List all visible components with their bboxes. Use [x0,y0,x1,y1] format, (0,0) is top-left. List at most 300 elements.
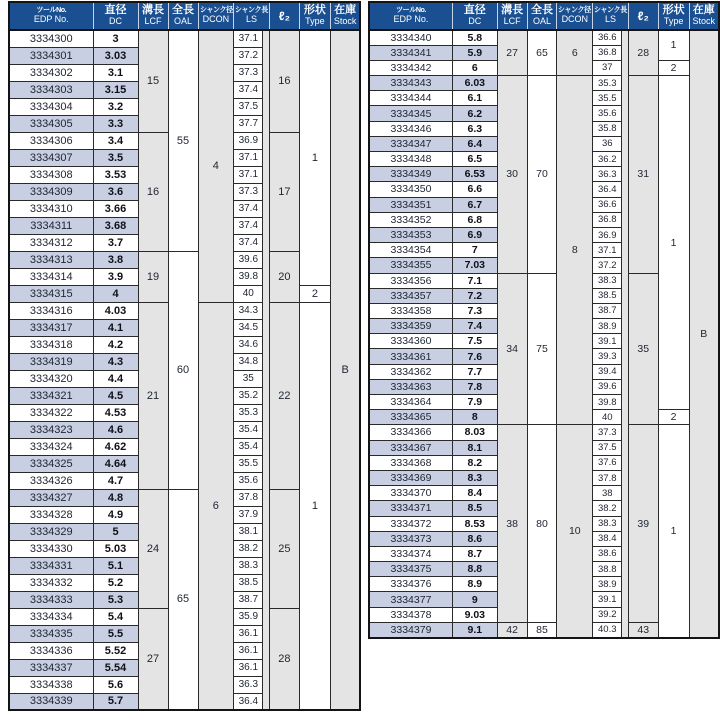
dc-cell: 8.8 [452,562,497,577]
edp-cell: 3334351 [369,197,452,212]
col-header-label-en: DCON [202,13,230,24]
ls-gap [263,693,270,710]
ls-gap [263,625,270,642]
ls-cell: 35.2 [234,387,263,404]
edp-cell: 3334379 [369,622,452,637]
dc-cell: 5.7 [93,693,138,710]
ls-gap [622,152,629,167]
dc-cell: 4.2 [93,336,138,353]
col-header-label-en: Stock [333,15,357,26]
dc-cell: 4.03 [93,302,138,319]
edp-cell: 3334302 [9,64,93,81]
col-header-label-en: LS [246,13,258,24]
ls-gap [622,440,629,455]
ls-gap [622,319,629,334]
dc-cell: 8.3 [452,470,497,485]
ls-gap [622,167,629,182]
edp-cell: 3334300 [9,30,93,47]
col-header-ls [593,2,629,30]
edp-cell: 3334326 [9,472,93,489]
dc-cell: 5.2 [93,574,138,591]
ls-gap [622,288,629,303]
dc-cell: 8.1 [452,440,497,455]
ls-cell: 35.3 [593,76,622,91]
col-header-dc [452,2,497,30]
ls-gap [622,258,629,273]
ls-gap [263,217,270,234]
ls-cell: 38.3 [234,557,263,574]
ls-gap [622,60,629,75]
ls-cell: 36.6 [593,197,622,212]
lcf-cell: 38 [497,425,527,622]
lcf-cell: 27 [497,30,527,76]
ls-cell: 37.7 [234,115,263,132]
ls-cell: 35.4 [234,421,263,438]
oal-cell: 80 [527,425,557,622]
ls-gap [263,404,270,421]
ls-gap [263,659,270,676]
ls-cell: 35.5 [234,455,263,472]
edp-cell: 3334346 [369,121,452,136]
dc-cell: 6 [452,60,497,75]
dc-cell: 5.4 [93,608,138,625]
ls-cell: 37.8 [234,489,263,506]
edp-cell: 3334355 [369,258,452,273]
ls-gap [263,523,270,540]
dc-cell: 4.6 [93,421,138,438]
ls-gap [263,115,270,132]
dc-cell: 5.1 [93,557,138,574]
dc-cell: 3.6 [93,183,138,200]
ls-gap [263,353,270,370]
ls-cell: 36.9 [234,132,263,149]
dc-cell: 6.8 [452,212,497,227]
ls-gap [263,421,270,438]
type-cell: 1 [299,302,330,710]
edp-cell: 3334371 [369,501,452,516]
dc-cell: 5.8 [452,30,497,45]
ls-gap [263,319,270,336]
ls-cell: 36.3 [234,676,263,693]
ls-gap [622,136,629,151]
edp-cell: 3334336 [9,642,93,659]
dc-cell: 8.6 [452,531,497,546]
ls-cell: 36.1 [234,642,263,659]
edp-cell: 3334343 [369,76,452,91]
ls-gap [622,364,629,379]
col-header-oal [527,2,557,30]
col-header-label-jp: シャンク径 [558,5,592,15]
l2-cell: 31 [628,76,658,273]
ls-cell: 37 [593,60,622,75]
ls-cell: 40 [593,410,622,425]
ls-cell: 39.8 [593,395,622,410]
ls-cell: 37.2 [593,258,622,273]
edp-cell: 3334313 [9,251,93,268]
edp-cell: 3334350 [369,182,452,197]
dcon-cell: 8 [557,76,593,425]
ls-cell: 36.1 [234,659,263,676]
col-header-stock [330,2,360,30]
dc-cell: 3 [93,30,138,47]
ls-gap [622,501,629,516]
ls-gap [622,182,629,197]
dc-cell: 4.64 [93,455,138,472]
ls-cell: 37.4 [234,200,263,217]
lcf-cell: 30 [497,76,527,273]
dcon-cell: 10 [557,425,593,638]
edp-cell: 3334365 [369,410,452,425]
dc-cell: 8.2 [452,455,497,470]
ls-cell: 37.2 [234,47,263,64]
ls-cell: 38.4 [593,531,622,546]
edp-cell: 3334317 [9,319,93,336]
ls-gap [622,455,629,470]
oal-cell: 60 [168,251,198,489]
edp-cell: 3334340 [369,30,452,45]
edp-cell: 3334315 [9,285,93,302]
type-cell: 1 [299,30,330,285]
ls-cell: 36.8 [593,212,622,227]
type-cell: 1 [658,30,689,60]
ls-cell: 36 [593,136,622,151]
ls-cell: 39.1 [593,334,622,349]
dc-cell: 4.62 [93,438,138,455]
lcf-cell: 19 [138,251,168,302]
edp-cell: 3334353 [369,227,452,242]
ls-gap [263,81,270,98]
ls-cell: 37.4 [234,217,263,234]
ls-gap [263,540,270,557]
edp-cell: 3334318 [9,336,93,353]
oal-cell: 55 [168,30,198,251]
l2-cell: 28 [269,608,299,710]
ls-gap [622,470,629,485]
edp-cell: 3334330 [9,540,93,557]
ls-cell: 39.4 [593,364,622,379]
col-header-label-jp: シャンク長 [594,5,628,15]
ls-gap [622,45,629,60]
ls-gap [622,227,629,242]
ls-gap [263,370,270,387]
dc-cell: 7.03 [452,258,497,273]
edp-cell: 3334321 [9,387,93,404]
edp-cell: 3334304 [9,98,93,115]
edp-cell: 3334374 [369,546,452,561]
col-header-label-en: DC [468,15,482,26]
type-cell: 1 [658,76,689,410]
col-header-label-en: Type [663,15,684,26]
edp-cell: 3334376 [369,577,452,592]
col-header-dcon [557,2,593,30]
dc-cell: 3.4 [93,132,138,149]
l2-cell: 25 [269,489,299,608]
ls-gap [622,577,629,592]
edp-cell: 3334362 [369,364,452,379]
ls-cell: 36.2 [593,152,622,167]
edp-cell: 3334361 [369,349,452,364]
dc-cell: 6.7 [452,197,497,212]
ls-cell: 36.3 [593,167,622,182]
ls-gap [263,98,270,115]
edp-cell: 3334359 [369,319,452,334]
ls-gap [263,200,270,217]
ls-cell: 38.9 [593,319,622,334]
col-header-label-en: EDP No. [393,13,429,24]
header-row [369,2,719,30]
edp-cell: 3334310 [9,200,93,217]
edp-cell: 3334334 [9,608,93,625]
ls-cell: 37.3 [234,64,263,81]
edp-cell: 3334367 [369,440,452,455]
ls-cell: 34.3 [234,302,263,319]
dc-cell: 5.6 [93,676,138,693]
ls-gap [622,531,629,546]
ls-cell: 36.8 [593,45,622,60]
edp-cell: 3334356 [369,273,452,288]
edp-cell: 3334344 [369,91,452,106]
l2-cell: 22 [269,302,299,489]
col-header-l2 [269,2,299,30]
ls-cell: 37.3 [593,425,622,440]
dc-cell: 6.1 [452,91,497,106]
edp-cell: 3334341 [369,45,452,60]
edp-cell: 3334342 [369,60,452,75]
ls-cell: 37.5 [593,440,622,455]
edp-cell: 3334327 [9,489,93,506]
ls-cell: 37.8 [593,470,622,485]
col-header-label-en: LCF [144,15,162,26]
ls-cell: 37.6 [593,455,622,470]
ls-gap [622,607,629,622]
dc-cell: 7.7 [452,364,497,379]
edp-cell: 3334307 [9,149,93,166]
ls-gap [263,642,270,659]
dc-cell: 8.9 [452,577,497,592]
ls-cell: 38.1 [234,523,263,540]
edp-cell: 3334324 [9,438,93,455]
dc-cell: 5.9 [452,45,497,60]
ls-cell: 35.4 [234,438,263,455]
type-cell: 2 [658,410,689,425]
ls-cell: 37.9 [234,506,263,523]
col-header-dcon [198,2,234,30]
ls-gap [263,47,270,64]
dc-cell: 3.8 [93,251,138,268]
ls-cell: 37.1 [593,243,622,258]
ls-gap [263,336,270,353]
dc-cell: 7.9 [452,395,497,410]
spec-table-left [8,1,361,711]
table-row [369,30,719,45]
l2-cell: 43 [628,622,658,637]
col-header-label-jp: ℓ₂ [637,8,649,23]
ls-gap [263,285,270,302]
ls-gap [622,516,629,531]
spec-table-panel-left [8,1,361,711]
edp-cell: 3334301 [9,47,93,64]
ls-cell: 39.1 [593,592,622,607]
l2-cell: 16 [269,30,299,132]
edp-cell: 3334305 [9,115,93,132]
ls-cell: 39.6 [234,251,263,268]
col-header-label-en: DC [109,15,122,26]
ls-cell: 35.9 [234,608,263,625]
dc-cell: 4.53 [93,404,138,421]
dc-cell: 4.7 [93,472,138,489]
dc-cell: 6.9 [452,227,497,242]
ls-cell: 38.7 [234,591,263,608]
dc-cell: 6.2 [452,106,497,121]
ls-cell: 34.8 [234,353,263,370]
ls-cell: 34.6 [234,336,263,353]
ls-cell: 35.8 [593,121,622,136]
dc-cell: 9.1 [452,622,497,637]
col-header-label-jp: 全長 [531,4,554,17]
lcf-cell: 16 [138,132,168,251]
edp-cell: 3334311 [9,217,93,234]
dc-cell: 3.9 [93,268,138,285]
ls-cell: 37.4 [234,234,263,251]
ls-gap [622,546,629,561]
dc-cell: 9.03 [452,607,497,622]
ls-gap [622,121,629,136]
edp-cell: 3334368 [369,455,452,470]
lcf-cell: 21 [138,302,168,489]
ls-cell: 38.3 [593,516,622,531]
ls-cell: 36.6 [593,30,622,45]
edp-cell: 3334306 [9,132,93,149]
dc-cell: 7.6 [452,349,497,364]
col-header-label-jp: ツールNo. [36,5,67,15]
edp-cell: 3334370 [369,486,452,501]
edp-cell: 3334352 [369,212,452,227]
edp-cell: 3334375 [369,562,452,577]
col-header-label-jp: 形状 [662,4,685,17]
header-row [9,2,360,30]
ls-gap [263,455,270,472]
col-header-label-jp: ℓ₂ [278,8,290,23]
dc-cell: 3.03 [93,47,138,64]
dc-cell: 6.6 [452,182,497,197]
lcf-cell: 15 [138,30,168,132]
ls-cell: 35.5 [593,91,622,106]
col-header-label-jp: 直径 [463,4,486,17]
ls-cell: 39.8 [234,268,263,285]
dc-cell: 8.53 [452,516,497,531]
dc-cell: 5 [93,523,138,540]
edp-cell: 3334347 [369,136,452,151]
ls-gap [263,183,270,200]
col-header-label-jp: 在庫 [692,4,715,17]
spec-table-right [368,1,720,639]
ls-cell: 39.6 [593,379,622,394]
dc-cell: 4.9 [93,506,138,523]
edp-cell: 3334320 [9,370,93,387]
ls-cell: 36.9 [593,227,622,242]
ls-gap [622,106,629,121]
ls-cell: 36.4 [593,182,622,197]
col-header-label-jp: ツールNo. [396,5,426,15]
ls-gap [263,268,270,285]
oal-cell: 85 [527,622,557,637]
edp-cell: 3334331 [9,557,93,574]
dcon-cell: 4 [198,30,234,302]
ls-gap [263,64,270,81]
type-cell: 2 [658,60,689,75]
ls-gap [263,506,270,523]
ls-cell: 37.5 [234,98,263,115]
dc-cell: 4.1 [93,319,138,336]
ls-cell: 35 [234,370,263,387]
stock-cell: B [330,30,360,710]
edp-cell: 3334360 [369,334,452,349]
dc-cell: 7.8 [452,379,497,394]
dc-cell: 7.1 [452,273,497,288]
lcf-cell: 42 [497,622,527,637]
dc-cell: 4 [93,285,138,302]
ls-cell: 39.2 [593,607,622,622]
col-header-stock [689,2,719,30]
dc-cell: 5.03 [93,540,138,557]
type-cell: 1 [658,425,689,638]
dc-cell: 9 [452,592,497,607]
edp-cell: 3334345 [369,106,452,121]
col-header-lcf [138,2,168,30]
dc-cell: 3.15 [93,81,138,98]
edp-cell: 3334329 [9,523,93,540]
oal-cell: 65 [168,489,198,710]
col-header-label-jp: 在庫 [334,4,357,17]
l2-cell: 35 [628,273,658,425]
col-header-edp [9,2,93,30]
edp-cell: 3334314 [9,268,93,285]
edp-cell: 3334348 [369,152,452,167]
dc-cell: 3.2 [93,98,138,115]
oal-cell: 70 [527,76,557,273]
lcf-cell: 34 [497,273,527,425]
dc-cell: 5.52 [93,642,138,659]
edp-cell: 3334377 [369,592,452,607]
col-header-label-jp: 全長 [172,4,194,17]
edp-cell: 3334335 [9,625,93,642]
dc-cell: 8.5 [452,501,497,516]
oal-cell: 75 [527,273,557,425]
dc-cell: 6.4 [452,136,497,151]
ls-gap [622,91,629,106]
col-header-label-en: LCF [503,15,521,26]
dc-cell: 5.3 [93,591,138,608]
dc-cell: 5.54 [93,659,138,676]
ls-gap [263,472,270,489]
edp-cell: 3334333 [9,591,93,608]
l2-cell: 39 [628,425,658,622]
spec-table-panel-right [368,1,720,639]
dc-cell: 8 [452,410,497,425]
edp-cell: 3334363 [369,379,452,394]
edp-cell: 3334322 [9,404,93,421]
dc-cell: 7.2 [452,288,497,303]
ls-gap [263,557,270,574]
dc-cell: 8.4 [452,486,497,501]
oal-cell: 65 [527,30,557,76]
dc-cell: 8.03 [452,425,497,440]
edp-cell: 3334349 [369,167,452,182]
ls-cell: 37.4 [234,81,263,98]
ls-gap [263,166,270,183]
stock-cell: B [689,30,719,638]
dc-cell: 7.5 [452,334,497,349]
